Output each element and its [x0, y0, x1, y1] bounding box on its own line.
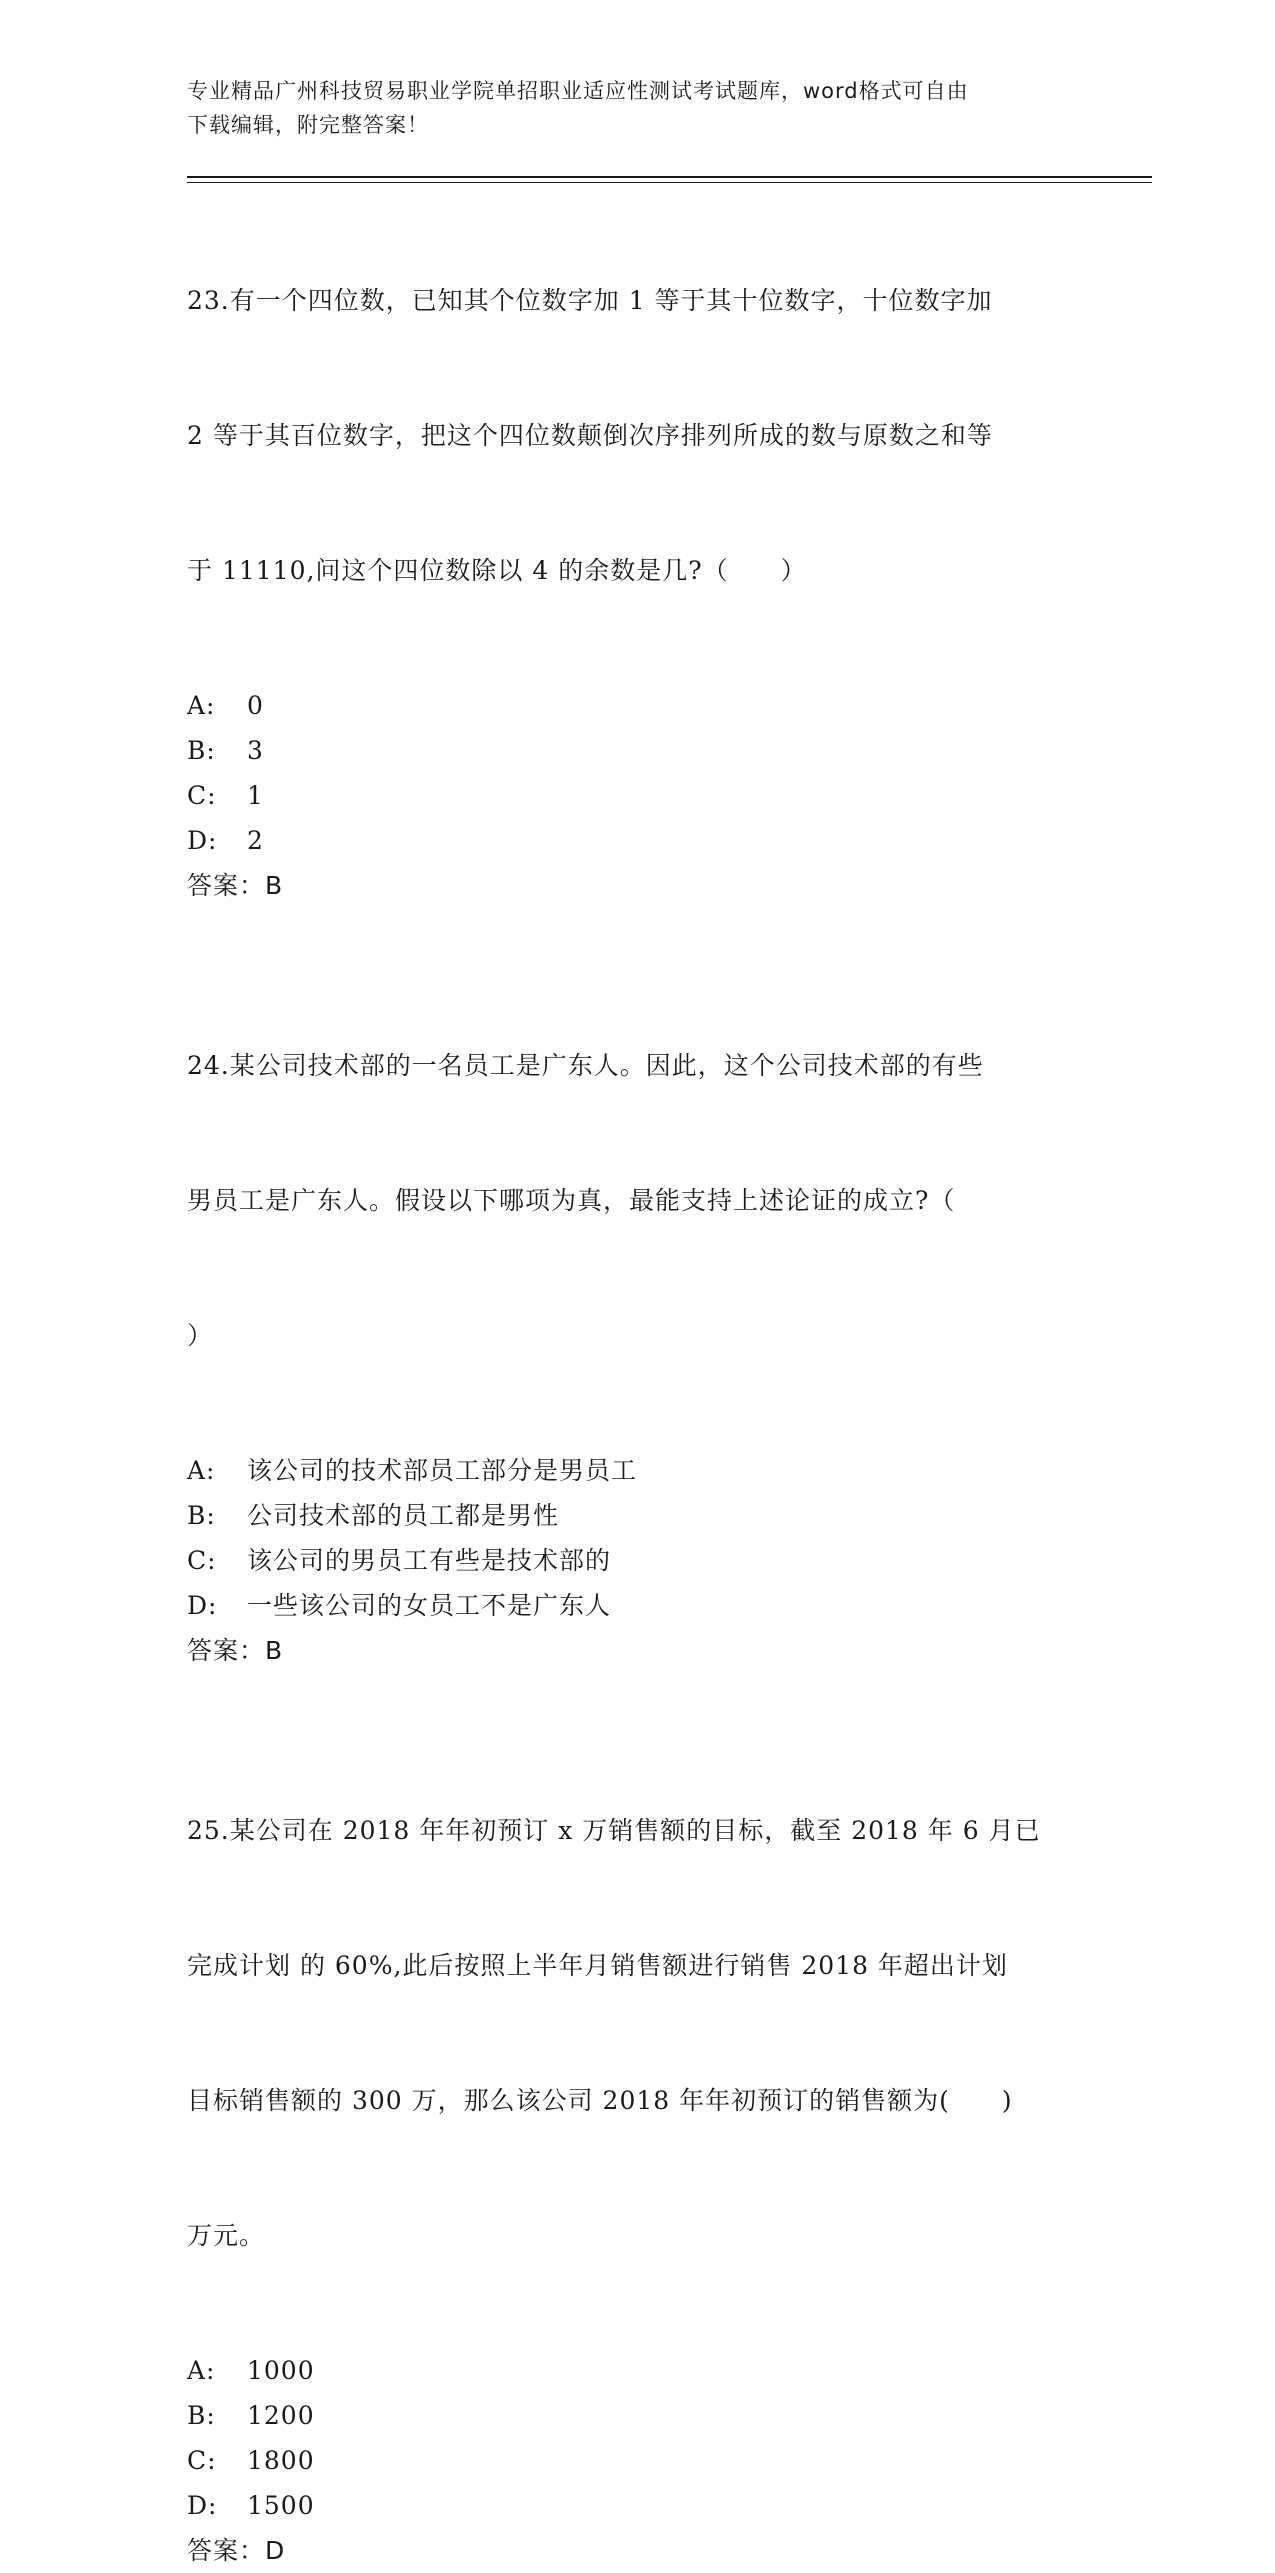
document-header [187, 74, 1067, 142]
option-text: 1200 [247, 2401, 315, 2430]
stem-line: ） [187, 1321, 214, 1350]
option-letter: A: [187, 691, 216, 720]
question-stem [187, 953, 1087, 1448]
header-divider-thick [187, 176, 1152, 178]
option-d [187, 2483, 1087, 2528]
question-23 [187, 188, 1087, 908]
option-a [187, 2348, 1087, 2393]
option-c [187, 773, 1087, 818]
option-letter: D: [187, 1591, 218, 1620]
option-b [187, 2393, 1087, 2438]
option-text: 一些该公司的女员工不是广东人 [247, 1591, 612, 1620]
option-c [187, 1538, 1087, 1583]
option-d [187, 818, 1087, 863]
stem-line: 25.某公司在 2018 年年初预订 x 万销售额的目标，截至 2018 年 6 月已 [187, 1816, 1041, 1845]
option-text: 2 [247, 826, 264, 855]
option-a [187, 1448, 1087, 1493]
header-line-2: 下载编辑，附完整答案！ [187, 113, 429, 137]
question-list [187, 188, 1087, 2573]
option-text: 1 [247, 781, 264, 810]
option-text: 该公司的男员工有些是技术部的 [247, 1546, 612, 1575]
option-b [187, 1493, 1087, 1538]
header-line-1: 专业精品广州科技贸易职业学院单招职业适应性测试考试题库，word格式可自由 [187, 79, 969, 103]
option-letter: A: [187, 1456, 216, 1485]
option-b [187, 728, 1087, 773]
option-text: 0 [247, 691, 264, 720]
option-letter: D: [187, 826, 218, 855]
option-c [187, 2438, 1087, 2483]
option-text: 1500 [247, 2491, 315, 2520]
answer-line: 答案：B [187, 1636, 284, 1665]
option-letter: C: [187, 2446, 217, 2475]
header-divider-thin [187, 182, 1152, 183]
option-text: 3 [247, 736, 264, 765]
stem-line: 24.某公司技术部的一名员工是广东人。因此，这个公司技术部的有些 [187, 1051, 984, 1080]
question-stem [187, 1718, 1087, 2348]
question-stem [187, 188, 1087, 683]
stem-line: 2 等于其百位数字，把这个四位数颠倒次序排列所成的数与原数之和等 [187, 421, 993, 450]
option-a [187, 683, 1087, 728]
option-text: 1000 [247, 2356, 315, 2385]
stem-line: 男员工是广东人。假设以下哪项为真，最能支持上述论证的成立?（ [187, 1186, 956, 1215]
stem-line: 于 11110,问这个四位数除以 4 的余数是几?（ ） [187, 556, 807, 585]
option-letter: D: [187, 2491, 218, 2520]
option-letter: C: [187, 781, 217, 810]
stem-line: 完成计划 的 60%,此后按照上半年月销售额进行销售 2018 年超出计划 [187, 1951, 1008, 1980]
option-text: 该公司的技术部员工部分是男员工 [247, 1456, 638, 1485]
stem-line: 万元。 [187, 2221, 266, 2250]
question-spacer [187, 908, 1087, 953]
answer-line: 答案：D [187, 2536, 286, 2565]
option-d [187, 1583, 1087, 1628]
option-text: 1800 [247, 2446, 315, 2475]
stem-line: 23.有一个四位数，已知其个位数字加 1 等于其十位数字，十位数字加 [187, 286, 993, 315]
question-25 [187, 1718, 1087, 2573]
question-spacer [187, 1673, 1087, 1718]
option-letter: B: [187, 736, 216, 765]
option-letter: C: [187, 1546, 217, 1575]
option-text: 公司技术部的员工都是男性 [247, 1501, 560, 1530]
stem-line: 目标销售额的 300 万，那么该公司 2018 年年初预订的销售额为( ) [187, 2086, 1013, 2115]
question-24 [187, 953, 1087, 1673]
option-letter: A: [187, 2356, 216, 2385]
option-letter: B: [187, 1501, 216, 1530]
option-letter: B: [187, 2401, 216, 2430]
answer-line: 答案：B [187, 871, 284, 900]
